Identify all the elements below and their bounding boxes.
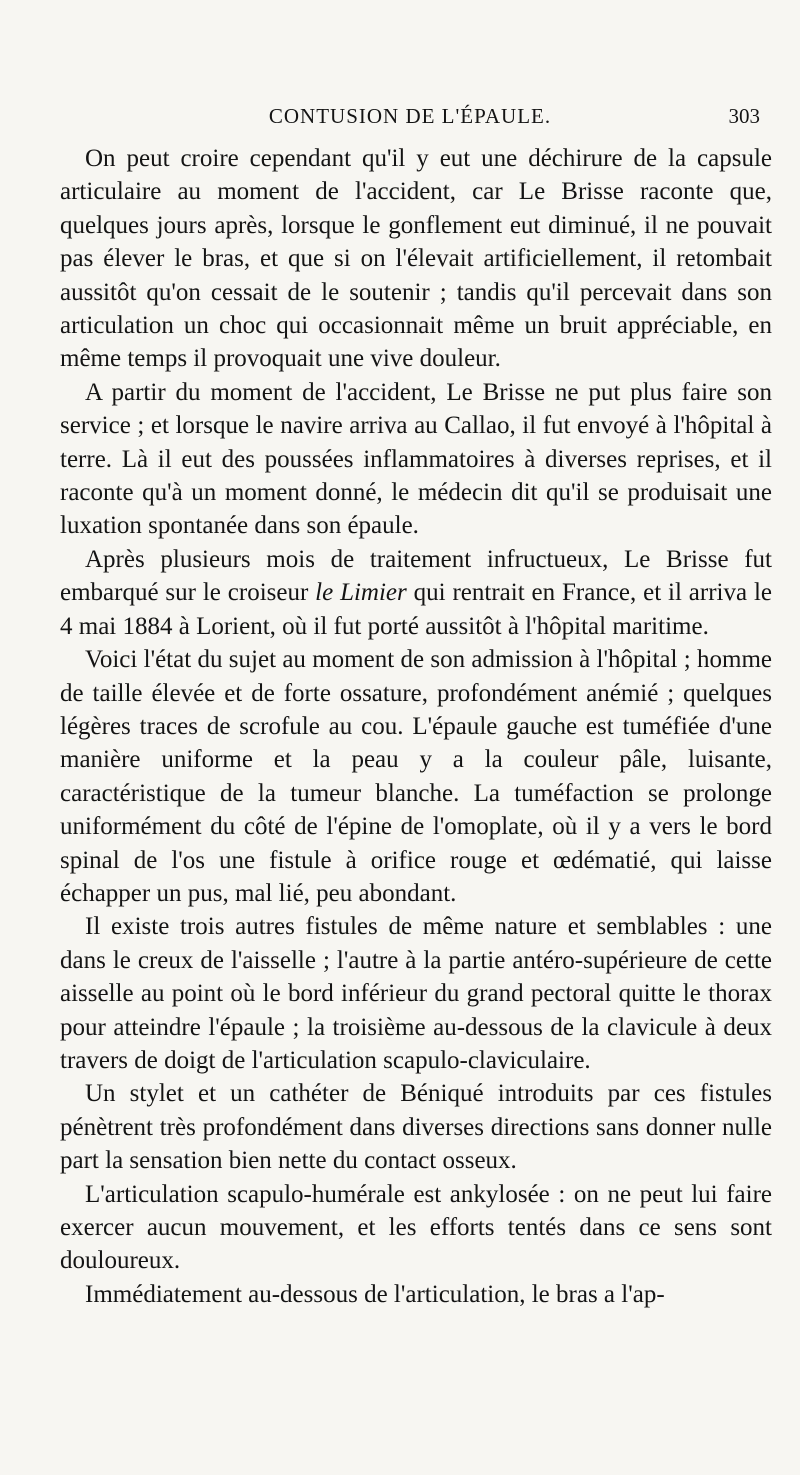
paragraph-text: Il existe trois autres fistules de même nature et semblables : une dans le creux de l'aisselle ; l'autre à la partie antéro-supérieure de cette aisselle au point où le bord inférieur du grand pectoral quitte le thorax pour atteindre l'épaule ; la troisième au-dessous de la clavicule à deux travers de doigt de l'articulation scapulo-claviculaire. [60,913,772,1074]
paragraph-7 [60,1178,772,1278]
paragraph-text: Un stylet et un cathéter de Béniqué introduits par ces fistules pénètrent très profondément dans diverses directions sans donner nulle part la sensation bien nette du contact osseux. [60,1080,772,1175]
body-text [60,142,772,1311]
paragraph-6 [60,1077,772,1177]
paragraph-text: On peut croire cependant qu'il y eut une déchirure de la capsule articulaire au moment de l'accident, car Le Brisse raconte que, quelques jours après, lorsque le gonflement eut diminué, il ne pouvait pas élever le bras, et que si on l'élevait artificiellement, il retombait aussitôt qu'on cessait de le soutenir ; tandis qu'il percevait dans son articulation un choc qui occasionnait même un bruit appréciable, en même temps il provoquait une vive douleur. [60,145,772,373]
paragraph-4 [60,643,772,910]
paragraph-8 [60,1278,772,1311]
paragraph-5 [60,910,772,1077]
paragraph-3 [60,543,772,643]
page-header [60,104,760,134]
paragraph-text: A partir du moment de l'accident, Le Brisse ne put plus faire son service ; et lorsque le navire arriva au Callao, il fut envoyé à l'hôpital à terre. Là il eut des poussées inflammatoires à diverses reprises, et il raconte qu'à un moment donné, le médecin dit qu'il se produisait une luxation spontanée dans son épaule. [60,378,772,540]
paragraph-1 [60,142,772,376]
paragraph-text: Après plusieurs mois de traitement infructueux, Le Brisse fut embarqué sur le croiseur [60,545,772,607]
paragraph-2 [60,376,772,543]
ship-name: le Limier [315,579,407,607]
running-title: CONTUSION DE L'ÉPAULE. [268,104,552,128]
paragraph-text: qui rentrait en France, et il arriva le 4 mai 1884 à Lorient, où il fut porté aussitôt à l'hôpital maritime. [60,579,772,640]
paragraph-text: L'articulation scapulo-humérale est ankylosée : on ne peut lui faire exercer aucun mouvement, et les efforts tentés dans ce sens sont douloureux. [60,1180,772,1275]
paragraph-text: Immédiatement au-dessous de l'articulation, le bras a l'ap- [85,1280,665,1308]
page-number: 303 [728,104,760,128]
paragraph-text: Voici l'état du sujet au moment de son admission à l'hôpital ; homme de taille élevée et de forte ossature, profondément anémié ; quelques légères traces de scrofule au cou. L'épaule gauche est tuméfiée d'une manière uniforme et la peau y a la couleur pâle, luisante, caractéristique de la tumeur blanche. La tuméfaction se prolonge uniformément du côté de l'épine de l'omoplate, où il y a vers le bord spinal de l'os une fistule à orifice rouge et œdématié, qui laisse échapper un pus, mal lié, peu abondant. [60,646,772,907]
